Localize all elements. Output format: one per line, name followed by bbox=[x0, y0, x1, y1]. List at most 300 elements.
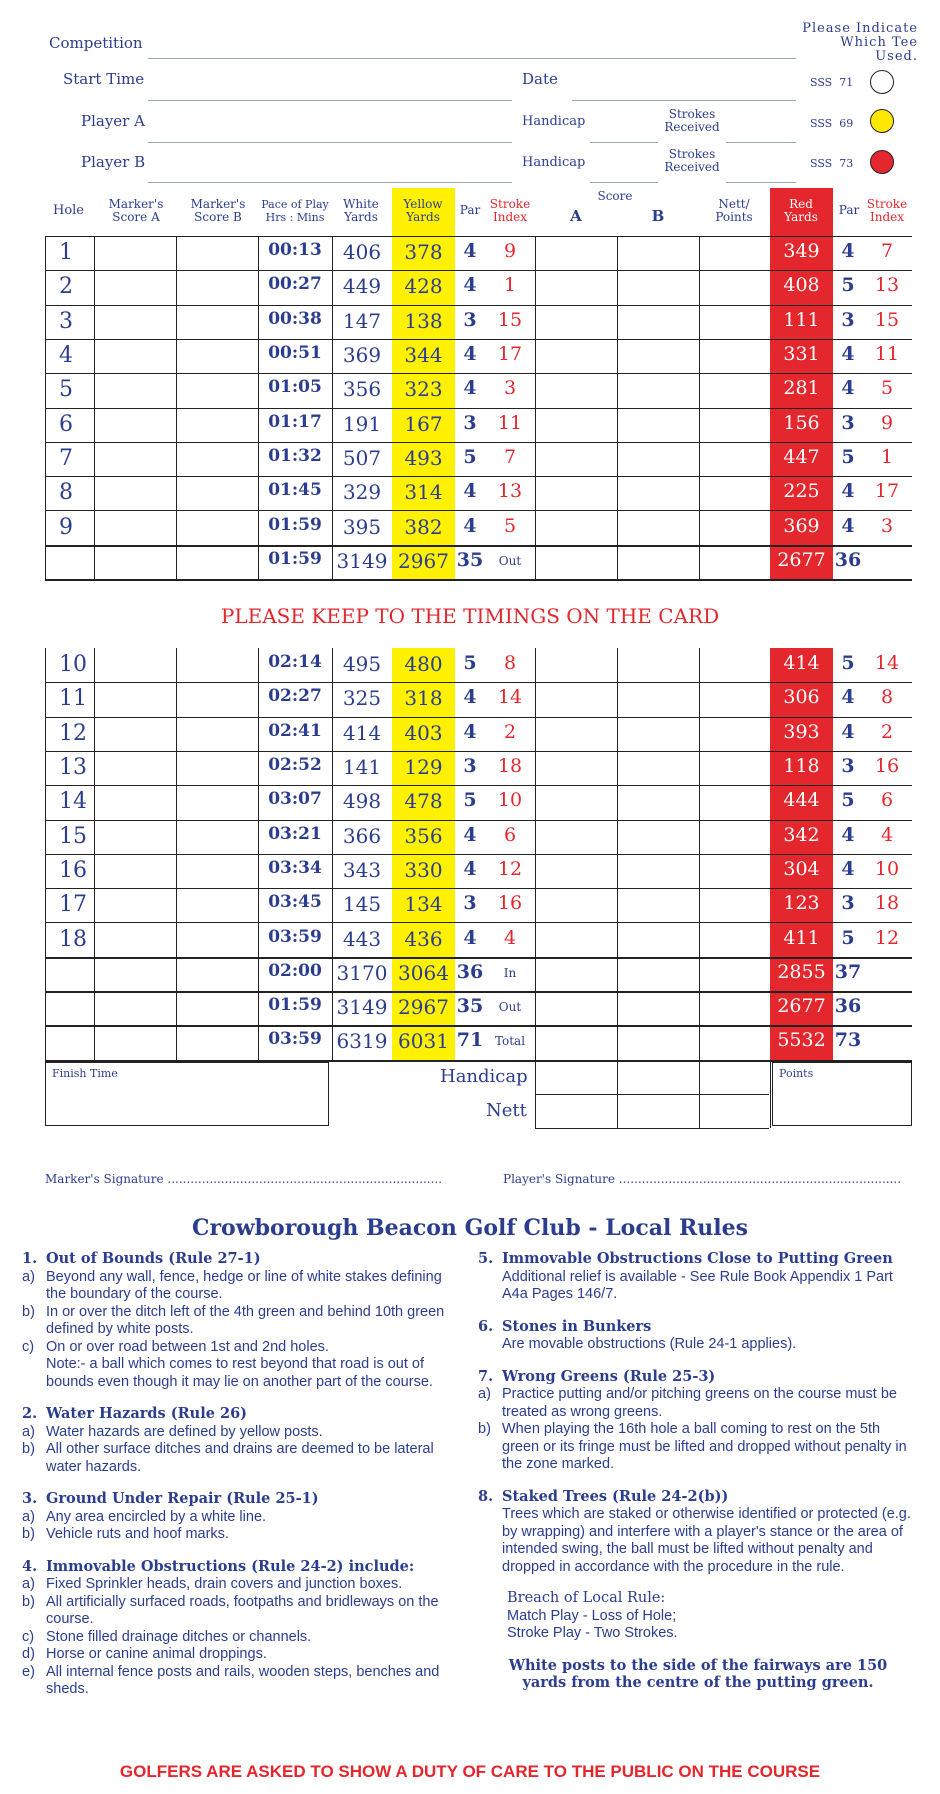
white-yards: 145 bbox=[342, 892, 382, 917]
par: 3 bbox=[463, 308, 477, 331]
competition-label: Competition bbox=[49, 34, 143, 52]
player-b-line[interactable] bbox=[148, 182, 512, 183]
stroke-index: 12 bbox=[497, 857, 523, 880]
hole-number: 10 bbox=[59, 652, 87, 678]
red-stroke-index: 12 bbox=[874, 926, 900, 949]
col-marker-a: Marker's Score A bbox=[108, 197, 164, 224]
rule-number: 4. bbox=[22, 1557, 38, 1575]
column-divider bbox=[535, 648, 536, 1062]
col-red-par: Par bbox=[838, 203, 860, 217]
red-par: 4 bbox=[841, 514, 855, 537]
red-stroke-index: 17 bbox=[874, 480, 900, 503]
par: 3 bbox=[463, 411, 477, 434]
white-yards: 443 bbox=[342, 926, 382, 951]
rule-item-text: Trees which are staked or otherwise identified or protected (e.g. by wrapping) and interfere with a player's stance or the area of intended swing, the ball must be lifted without penalty and dropped in accordance with the procedure in the rule. bbox=[502, 1506, 911, 1575]
rule-item-marker: a) bbox=[22, 1576, 35, 1592]
pace-time: 03:59 bbox=[268, 1029, 322, 1050]
column-divider bbox=[94, 648, 95, 1062]
yellow-yards: 344 bbox=[404, 343, 443, 368]
rule-item-marker: b) bbox=[478, 1421, 491, 1437]
nett-label: Nett bbox=[486, 1100, 527, 1121]
pace-time: 01:17 bbox=[268, 411, 322, 432]
par: 4 bbox=[463, 926, 477, 949]
red-yards: 306 bbox=[783, 686, 820, 709]
par: 35 bbox=[456, 995, 484, 1018]
rule-item-text: Practice putting and/or pitching greens on the course must be treated as wrong greens. bbox=[502, 1386, 897, 1420]
rule-heading bbox=[22, 1405, 464, 1424]
red-yards: 411 bbox=[783, 926, 820, 949]
yellow-yards: 3064 bbox=[398, 960, 449, 985]
white-yards: 325 bbox=[342, 686, 382, 711]
red-par: 37 bbox=[834, 960, 862, 983]
rule-item bbox=[478, 1421, 918, 1474]
column-divider bbox=[617, 236, 618, 579]
rule-item-marker: c) bbox=[22, 1338, 35, 1355]
breach-line-1: Match Play - Loss of Hole; bbox=[507, 1607, 677, 1624]
red-yards: 447 bbox=[783, 445, 820, 468]
rule-item-text: Fixed Sprinkler heads, drain covers and junction boxes. bbox=[46, 1576, 403, 1592]
tee-note: Please Indicate Which Tee Used. bbox=[802, 21, 918, 64]
hole-number: 15 bbox=[59, 823, 87, 849]
pace-time: 00:13 bbox=[268, 240, 322, 261]
rule-section bbox=[478, 1488, 918, 1577]
rule-item-text: Horse or canine animal droppings. bbox=[46, 1646, 267, 1662]
rule-item bbox=[478, 1336, 918, 1354]
par: 4 bbox=[463, 480, 477, 503]
rule-item-text: Beyond any wall, fence, hedge or line of white stakes defining the boundary of the course. bbox=[46, 1268, 442, 1302]
column-divider bbox=[699, 648, 700, 1062]
red-par: 4 bbox=[841, 480, 855, 503]
red-stroke-index: 10 bbox=[874, 857, 900, 880]
stroke-index: 13 bbox=[497, 480, 523, 503]
column-divider bbox=[258, 648, 259, 1062]
red-par: 4 bbox=[841, 343, 855, 366]
stroke-index: 8 bbox=[503, 652, 517, 675]
red-par: 5 bbox=[841, 274, 855, 297]
red-yards: 156 bbox=[783, 411, 820, 434]
rule-heading-text: Immovable Obstructions (Rule 24-2) include: bbox=[46, 1557, 415, 1575]
total-label: In bbox=[503, 965, 517, 980]
rule-item-marker: b) bbox=[22, 1526, 35, 1542]
yellow-yards: 378 bbox=[404, 240, 443, 265]
hole-number: 3 bbox=[59, 308, 73, 334]
player-a-line[interactable] bbox=[148, 142, 512, 143]
rule-heading-text: Ground Under Repair (Rule 25-1) bbox=[46, 1490, 319, 1507]
sss-white: SSS 71 bbox=[810, 76, 854, 89]
white-yards: 406 bbox=[342, 240, 382, 265]
start-time-line[interactable] bbox=[148, 100, 512, 101]
col-red: Red Yards bbox=[784, 197, 818, 224]
rule-item-text: All other surface ditches and drains are deemed to be lateral water hazards. bbox=[46, 1441, 434, 1475]
pace-time: 03:45 bbox=[268, 892, 322, 913]
white-yards: 495 bbox=[342, 652, 382, 677]
red-stroke-index: 4 bbox=[880, 823, 894, 846]
rule-section bbox=[478, 1368, 918, 1474]
rule-heading-text: Staked Trees (Rule 24-2(b)) bbox=[502, 1487, 729, 1505]
rule-number: 8. bbox=[478, 1487, 494, 1505]
par: 4 bbox=[463, 823, 477, 846]
rule-item bbox=[22, 1664, 464, 1699]
red-par: 3 bbox=[841, 755, 855, 778]
entry-divider bbox=[535, 1062, 536, 1128]
white-yards: 507 bbox=[342, 445, 382, 470]
finish-time-box[interactable] bbox=[45, 1062, 329, 1126]
column-divider bbox=[535, 236, 536, 579]
par: 5 bbox=[463, 445, 477, 468]
rule-number: 2. bbox=[22, 1405, 38, 1422]
stroke-index: 4 bbox=[503, 926, 517, 949]
finish-time-label: Finish Time bbox=[52, 1067, 118, 1080]
rule-item-text: Are movable obstructions (Rule 24-1 applies). bbox=[502, 1336, 797, 1352]
rule-gap bbox=[22, 1391, 464, 1405]
player-b-handicap-label: Handicap bbox=[522, 155, 586, 170]
player-a-handicap-label: Handicap bbox=[522, 114, 586, 129]
rule-gap bbox=[478, 1474, 918, 1488]
rule-item bbox=[22, 1594, 464, 1629]
pace-time: 03:07 bbox=[268, 789, 322, 810]
rule-item-marker: d) bbox=[22, 1646, 35, 1662]
rule-item-marker: b) bbox=[22, 1593, 35, 1610]
total-label: Out bbox=[498, 553, 522, 568]
marker-signature[interactable]: Marker's Signature ........................................................................ bbox=[45, 1172, 443, 1186]
red-par: 3 bbox=[841, 308, 855, 331]
col-stroke-index: Stroke Index bbox=[489, 197, 531, 224]
rule-item bbox=[22, 1356, 464, 1391]
rule-item bbox=[478, 1386, 918, 1421]
par: 4 bbox=[463, 686, 477, 709]
column-divider bbox=[258, 236, 259, 579]
rule-number: 1. bbox=[22, 1250, 38, 1267]
red-yards: 2677 bbox=[777, 548, 826, 571]
red-yards: 349 bbox=[783, 240, 820, 263]
competition-line[interactable] bbox=[148, 58, 796, 59]
par: 36 bbox=[456, 960, 484, 983]
points-label: Points bbox=[779, 1067, 814, 1080]
hole-number: 12 bbox=[59, 720, 87, 746]
rule-item-text: All artificially surfaced roads, footpaths and bridleways on the course. bbox=[46, 1593, 439, 1627]
red-stroke-index: 6 bbox=[880, 789, 894, 812]
rule-item-text: Any area encircled by a white line. bbox=[46, 1508, 267, 1525]
player-b-strokes-line[interactable] bbox=[726, 182, 796, 183]
red-par: 4 bbox=[841, 377, 855, 400]
stroke-index: 7 bbox=[503, 445, 517, 468]
rule-number: 5. bbox=[478, 1250, 494, 1267]
stroke-index: 16 bbox=[497, 892, 523, 915]
red-yards: 444 bbox=[783, 789, 820, 812]
col-score-b: B bbox=[651, 207, 665, 225]
total-label: Out bbox=[498, 1000, 522, 1015]
red-par: 4 bbox=[841, 240, 855, 263]
col-nett: Nett/ Points bbox=[715, 197, 753, 224]
hole-number: 13 bbox=[59, 755, 87, 781]
white-yards: 191 bbox=[342, 411, 382, 436]
white-yards: 3149 bbox=[336, 548, 388, 573]
red-stroke-index: 7 bbox=[880, 240, 894, 263]
red-yards: 342 bbox=[783, 823, 820, 846]
rules-left-column bbox=[22, 1250, 464, 1699]
red-par: 5 bbox=[841, 652, 855, 675]
col-red-stroke-index: Stroke Index bbox=[866, 197, 908, 224]
white-yards: 141 bbox=[342, 755, 382, 780]
col-pace: Pace of Play Hrs : Mins bbox=[261, 198, 329, 224]
yellow-yards: 167 bbox=[404, 411, 443, 436]
duty-of-care-footer: GOLFERS ARE ASKED TO SHOW A DUTY OF CARE TO THE PUBLIC ON THE COURSE bbox=[119, 1762, 821, 1781]
column-divider bbox=[45, 236, 46, 579]
par: 4 bbox=[463, 240, 477, 263]
rule-heading bbox=[478, 1368, 918, 1387]
column-divider bbox=[332, 236, 333, 579]
player-a-label: Player A bbox=[81, 112, 145, 130]
rule-section bbox=[478, 1250, 918, 1304]
white-yards: 449 bbox=[342, 274, 382, 299]
pace-time: 01:59 bbox=[268, 514, 322, 535]
hole-number: 8 bbox=[59, 480, 73, 506]
sss-yellow: SSS 69 bbox=[810, 117, 854, 130]
rule-section bbox=[22, 1405, 464, 1476]
rule-heading bbox=[478, 1250, 918, 1269]
pace-time: 00:38 bbox=[268, 308, 322, 329]
white-posts-note: White posts to the side of the fairways are 150 yards from the centre of the putting green. bbox=[508, 1656, 888, 1691]
rule-gap bbox=[478, 1354, 918, 1368]
rule-heading-text: Immovable Obstructions Close to Putting Green bbox=[502, 1250, 893, 1267]
entry-line[interactable] bbox=[535, 1128, 769, 1129]
rule-item-text: Stone filled drainage ditches or channels. bbox=[46, 1628, 312, 1645]
white-yards: 6319 bbox=[336, 1029, 388, 1054]
player-signature[interactable]: Player's Signature .......................................................................... bbox=[503, 1172, 902, 1186]
col-hole: Hole bbox=[52, 203, 84, 218]
stroke-index: 6 bbox=[503, 823, 517, 846]
par: 35 bbox=[456, 548, 484, 571]
red-stroke-index: 18 bbox=[874, 892, 900, 915]
rule-item bbox=[22, 1509, 464, 1527]
entry-line[interactable] bbox=[535, 1094, 769, 1095]
yellow-yards: 6031 bbox=[398, 1029, 449, 1054]
red-stroke-index: 1 bbox=[880, 445, 894, 468]
red-yards: 369 bbox=[783, 514, 820, 537]
player-b-handicap-line[interactable] bbox=[590, 182, 658, 183]
white-yards: 356 bbox=[342, 377, 382, 402]
yellow-yards: 2967 bbox=[398, 548, 449, 573]
yellow-yards: 478 bbox=[404, 789, 443, 814]
hole-number: 14 bbox=[59, 789, 87, 815]
row-divider bbox=[45, 579, 912, 581]
stroke-index: 5 bbox=[503, 514, 517, 537]
par: 4 bbox=[463, 514, 477, 537]
hole-number: 1 bbox=[59, 240, 73, 266]
red-par: 4 bbox=[841, 686, 855, 709]
pace-time: 01:45 bbox=[268, 480, 322, 501]
red-yards: 5532 bbox=[777, 1029, 826, 1052]
red-yards: 393 bbox=[783, 720, 820, 743]
white-yards: 498 bbox=[342, 789, 382, 814]
date-label: Date bbox=[522, 70, 558, 88]
rule-item bbox=[478, 1269, 918, 1304]
rule-item-marker: e) bbox=[22, 1663, 35, 1680]
red-tee-selector[interactable] bbox=[870, 150, 894, 174]
pace-time: 02:41 bbox=[268, 720, 322, 741]
pace-time: 03:34 bbox=[268, 857, 322, 878]
red-stroke-index: 5 bbox=[880, 377, 894, 400]
pace-time: 02:52 bbox=[268, 755, 322, 776]
red-stroke-index: 14 bbox=[874, 652, 900, 675]
stroke-index: 1 bbox=[503, 274, 517, 297]
pace-time: 02:27 bbox=[268, 686, 322, 707]
yellow-yards: 134 bbox=[404, 892, 443, 917]
column-divider bbox=[176, 648, 177, 1062]
handicap-label: Handicap bbox=[440, 1066, 528, 1087]
col-score: Score bbox=[597, 189, 633, 203]
hole-number: 2 bbox=[59, 274, 73, 300]
pace-time: 01:05 bbox=[268, 377, 322, 398]
rule-item bbox=[22, 1576, 464, 1594]
yellow-yards: 323 bbox=[404, 377, 443, 402]
white-yards: 3170 bbox=[336, 960, 388, 985]
red-par: 5 bbox=[841, 926, 855, 949]
stroke-index: 11 bbox=[497, 411, 523, 434]
col-marker-b: Marker's Score B bbox=[190, 197, 246, 224]
white-yards: 414 bbox=[342, 720, 382, 745]
col-par: Par bbox=[459, 203, 481, 217]
breach-heading: Breach of Local Rule: bbox=[507, 1590, 666, 1606]
stroke-index: 9 bbox=[503, 240, 517, 263]
stroke-index: 18 bbox=[497, 755, 523, 778]
hole-number: 5 bbox=[59, 377, 73, 403]
red-stroke-index: 9 bbox=[880, 411, 894, 434]
red-par: 4 bbox=[841, 857, 855, 880]
rule-item-marker: a) bbox=[22, 1508, 35, 1525]
rule-section bbox=[478, 1318, 918, 1354]
pace-time: 00:27 bbox=[268, 274, 322, 295]
rule-item-marker: a) bbox=[478, 1386, 491, 1402]
pace-time: 03:21 bbox=[268, 823, 322, 844]
column-divider bbox=[617, 648, 618, 1062]
rule-heading-text: Wrong Greens (Rule 25-3) bbox=[502, 1367, 716, 1385]
player-a-handicap-line[interactable] bbox=[590, 142, 658, 143]
red-stroke-index: 11 bbox=[874, 343, 900, 366]
pace-time: 01:32 bbox=[268, 445, 322, 466]
red-yards: 111 bbox=[783, 308, 820, 331]
rule-gap bbox=[22, 1544, 464, 1558]
rule-item bbox=[22, 1304, 464, 1339]
rule-item-text: Note:- a ball which comes to rest beyond that road is out of bounds even though it may lie on another part of the course. bbox=[46, 1356, 433, 1390]
col-score-a: A bbox=[570, 207, 582, 225]
hole-number: 9 bbox=[59, 514, 73, 540]
red-yards: 225 bbox=[783, 480, 820, 503]
rule-item-marker: b) bbox=[22, 1441, 35, 1457]
red-yards: 408 bbox=[783, 274, 820, 297]
hole-number: 4 bbox=[59, 343, 73, 369]
entry-divider bbox=[770, 1062, 771, 1128]
pace-time: 01:59 bbox=[268, 548, 322, 569]
player-a-strokes-line[interactable] bbox=[726, 142, 796, 143]
rule-heading bbox=[478, 1318, 918, 1337]
yellow-yards: 493 bbox=[404, 445, 443, 470]
white-yards: 3149 bbox=[336, 995, 388, 1020]
rule-heading-text: Out of Bounds (Rule 27-1) bbox=[46, 1250, 261, 1267]
column-divider bbox=[45, 648, 46, 1062]
timings-banner: PLEASE KEEP TO THE TIMINGS ON THE CARD bbox=[220, 604, 720, 628]
rule-item bbox=[478, 1506, 918, 1576]
rule-number: 6. bbox=[478, 1317, 494, 1335]
points-box[interactable] bbox=[772, 1062, 912, 1126]
white-yards: 343 bbox=[342, 857, 382, 882]
yellow-yards: 428 bbox=[404, 274, 443, 299]
stroke-index: 10 bbox=[497, 789, 523, 812]
rule-item bbox=[22, 1646, 464, 1664]
red-par: 36 bbox=[834, 548, 862, 571]
par: 5 bbox=[463, 789, 477, 812]
yellow-yards: 314 bbox=[404, 480, 443, 505]
rule-item bbox=[22, 1424, 464, 1442]
stroke-index: 17 bbox=[497, 343, 523, 366]
red-stroke-index: 3 bbox=[880, 514, 894, 537]
stroke-index: 15 bbox=[497, 308, 523, 331]
red-yards: 118 bbox=[783, 755, 820, 778]
rule-item bbox=[22, 1269, 464, 1304]
red-par: 36 bbox=[834, 995, 862, 1018]
par: 4 bbox=[463, 343, 477, 366]
rule-item-text: Additional relief is available - See Rule Book Appendix 1 Part A4a Pages 146/7. bbox=[502, 1268, 893, 1302]
red-stroke-index: 15 bbox=[874, 308, 900, 331]
par: 4 bbox=[463, 377, 477, 400]
par: 4 bbox=[463, 720, 477, 743]
red-par: 4 bbox=[841, 720, 855, 743]
par: 4 bbox=[463, 857, 477, 880]
rule-gap bbox=[22, 1476, 464, 1490]
start-time-label: Start Time bbox=[63, 70, 145, 88]
hole-number: 7 bbox=[59, 445, 73, 471]
par: 3 bbox=[463, 892, 477, 915]
yellow-yards: 129 bbox=[404, 755, 443, 780]
yellow-yards: 318 bbox=[404, 686, 443, 711]
rule-heading bbox=[22, 1558, 464, 1577]
par: 71 bbox=[456, 1029, 484, 1052]
yellow-tee-selector[interactable] bbox=[870, 109, 894, 133]
stroke-index: 3 bbox=[503, 377, 517, 400]
rules-right-column bbox=[478, 1250, 918, 1692]
rule-heading-text: Stones in Bunkers bbox=[502, 1317, 652, 1335]
rule-heading-text: Water Hazards (Rule 26) bbox=[46, 1405, 248, 1422]
red-yards: 281 bbox=[783, 377, 820, 400]
date-line[interactable] bbox=[572, 100, 796, 101]
yellow-yards: 403 bbox=[404, 720, 443, 745]
rule-item-text: All internal fence posts and rails, wooden steps, benches and sheds. bbox=[46, 1663, 440, 1697]
rule-item-text: Water hazards are defined by yellow posts. bbox=[46, 1423, 323, 1440]
par: 3 bbox=[463, 755, 477, 778]
rule-gap bbox=[478, 1304, 918, 1318]
rule-item-text: Vehicle ruts and hoof marks. bbox=[46, 1526, 229, 1542]
rules-right-items bbox=[478, 1250, 918, 1576]
red-par: 3 bbox=[841, 411, 855, 434]
sss-red: SSS 73 bbox=[810, 157, 854, 170]
rule-item bbox=[22, 1526, 464, 1544]
total-label: Total bbox=[494, 1034, 526, 1049]
column-divider bbox=[176, 236, 177, 579]
hole-number: 18 bbox=[59, 926, 87, 952]
player-b-label: Player B bbox=[81, 153, 146, 171]
player-b-strokes-label: Strokes Received bbox=[664, 147, 720, 174]
red-stroke-index: 2 bbox=[880, 720, 894, 743]
red-yards: 2855 bbox=[777, 960, 826, 983]
col-yellow: Yellow Yards bbox=[403, 197, 443, 224]
red-par: 4 bbox=[841, 823, 855, 846]
white-yards: 366 bbox=[342, 823, 382, 848]
red-par: 5 bbox=[841, 445, 855, 468]
rule-item-text: When playing the 16th hole a ball coming to rest on the 5th green or its fringe must be lifted and dropped without penalty in the zone marked. bbox=[502, 1421, 907, 1472]
yellow-yards: 138 bbox=[404, 308, 443, 333]
pace-time: 02:14 bbox=[268, 652, 322, 673]
white-tee-selector[interactable] bbox=[870, 70, 894, 94]
